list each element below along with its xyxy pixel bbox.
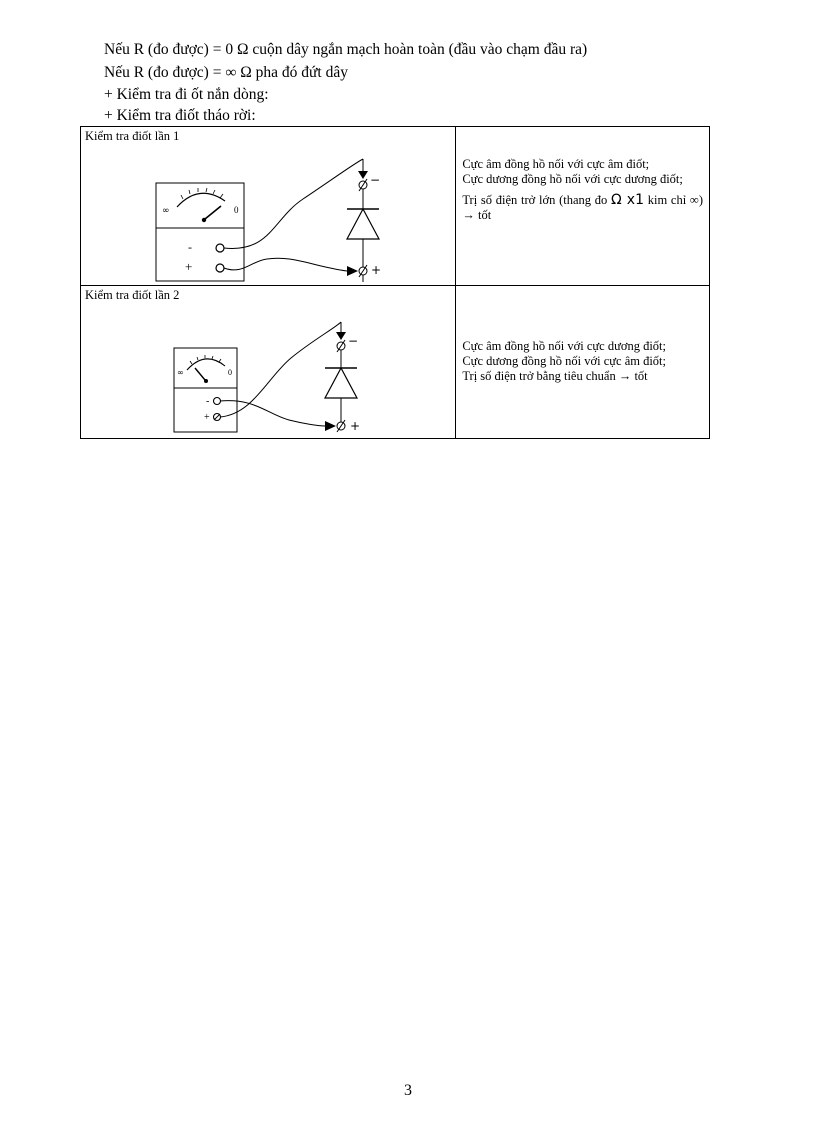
diode-test-table	[80, 126, 710, 439]
page-number: 3	[404, 1082, 412, 1099]
diode-triangle	[325, 368, 357, 398]
diode-minus-label: −	[348, 334, 359, 348]
test-2-line-1: Cực âm đồng hồ nối với cực dương điốt;	[462, 339, 667, 353]
meter-plus-label: +	[185, 259, 193, 274]
meter-zero-mark: 0	[228, 368, 232, 377]
intro-line-zero-ohm: Nếu R (đo được) = 0 Ω cuộn dây ngắn mạch hoàn toàn (đầu vào chạm đầu ra)	[104, 41, 588, 58]
test-1-diagram	[155, 141, 455, 283]
meter-minus-label: -	[188, 240, 192, 254]
multimeter-body	[156, 183, 244, 281]
test-1-line-1: Cực âm đồng hồ nối với cực âm điốt;	[462, 157, 650, 171]
diode-plus-label: +	[371, 263, 382, 277]
test-2-text-cell	[456, 286, 710, 439]
plus-lead-arrow-head	[347, 266, 358, 276]
meter-infinity-mark: ∞	[177, 368, 184, 377]
test-1-result-scale: Ω x1	[611, 192, 644, 208]
test-row-2	[81, 286, 710, 439]
minus-lead-arrow-head	[325, 421, 336, 431]
meter-pivot	[202, 218, 206, 222]
test-1-line-2: Cực dương đồng hồ nối với cực dương điốt;	[462, 172, 683, 186]
test-1-result-post: kim chỉ ∞) → tốt	[462, 193, 703, 222]
intro-line-rectifier-diode: + Kiểm tra đi ốt nắn dòng:	[104, 86, 269, 103]
test-1-text-cell	[456, 127, 710, 286]
test-1-result-pre: Trị số điện trở lớn (thang đo	[462, 193, 612, 207]
meter-pivot	[204, 379, 208, 383]
meter-minus-terminal	[216, 244, 224, 252]
diode-minus-label: −	[370, 173, 381, 187]
intro-line-loose-diode: + Kiểm tra điốt tháo rời:	[104, 107, 256, 124]
meter-plus-label: +	[204, 412, 210, 423]
test-2-figure-cell	[81, 286, 456, 439]
test-1-result	[462, 193, 703, 223]
test-1-label: Kiểm tra điốt lần 1	[85, 129, 180, 143]
meter-infinity-mark: ∞	[162, 206, 170, 216]
meter-plus-terminal	[216, 264, 224, 272]
probe-arrow-head	[358, 171, 368, 179]
diode-plus-label: +	[350, 419, 361, 433]
meter-zero-mark: 0	[234, 205, 239, 215]
probe-arrow-head	[336, 332, 346, 340]
test-2-line-2: Cực dương đồng hồ nối với cực âm điốt;	[462, 354, 667, 368]
test-row-1	[81, 127, 710, 286]
test-2-label: Kiểm tra điốt lần 2	[85, 288, 180, 302]
test-2-line-3: Trị số điện trở bằng tiêu chuẩn → tốt	[462, 369, 648, 383]
test-1-figure-cell	[81, 127, 456, 286]
intro-line-infinite-ohm: Nếu R (đo được) = ∞ Ω pha đó đứt dây	[104, 64, 348, 81]
meter-minus-terminal	[214, 398, 221, 405]
meter-minus-label: -	[206, 396, 210, 407]
diode-triangle	[347, 209, 379, 239]
lead-meter-minus	[224, 159, 363, 248]
lead-meter-plus	[220, 322, 341, 417]
test-2-diagram	[173, 310, 463, 436]
